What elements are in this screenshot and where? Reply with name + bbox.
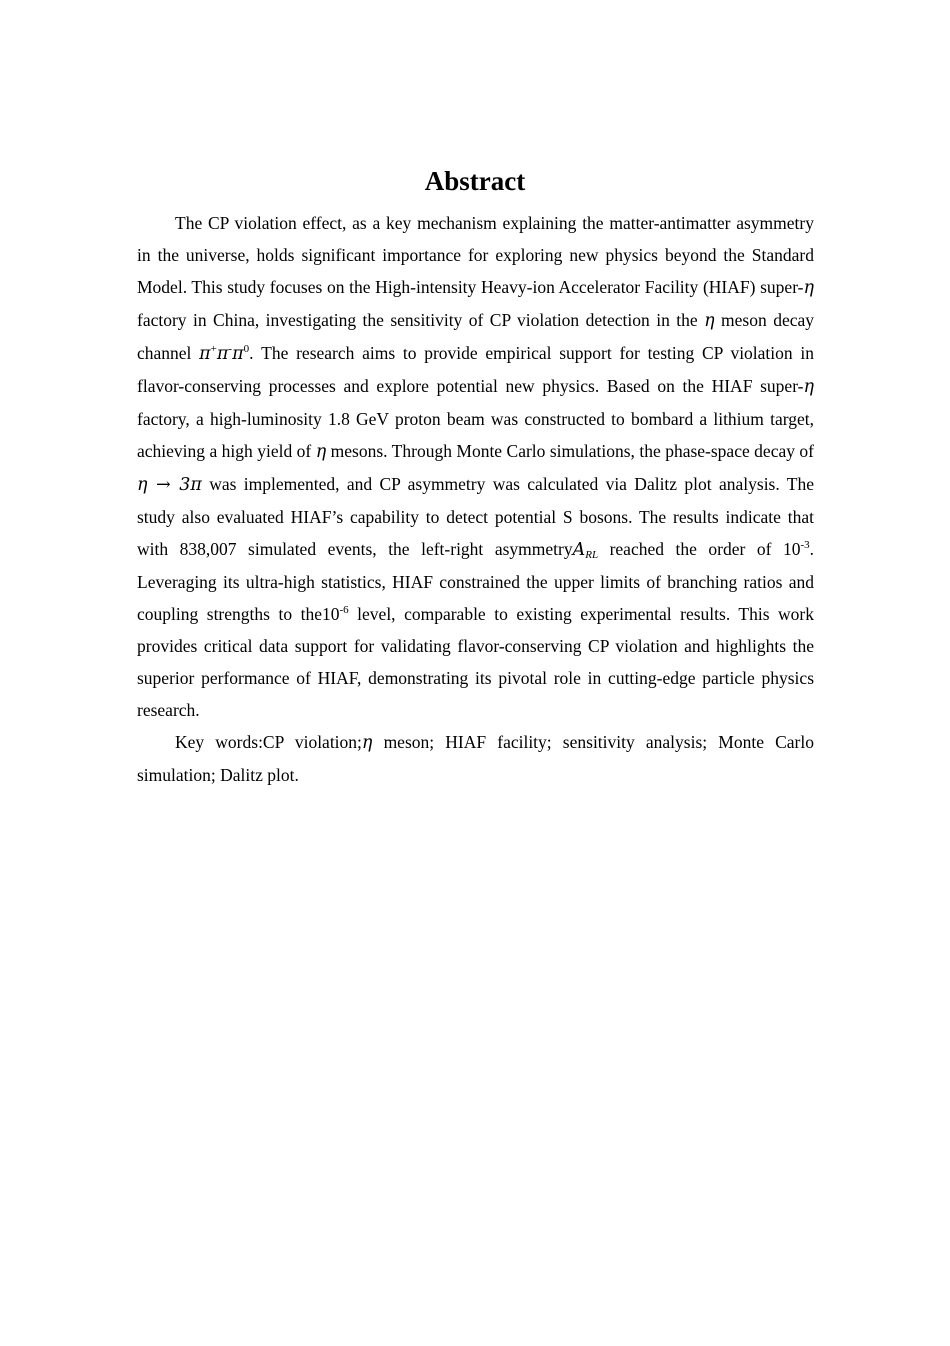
order-magnitude-3: $10^{-3}$ [782, 539, 810, 559]
abstract-text: was implemented, and CP asymmetry was calculated via Dalitz plot analysis. The study also evaluated HIAF’s capability to detect potential S bosons. The results indicate that with 838,007 simulated events, the left-right asymmetry [137, 474, 814, 559]
abstract-text: factory in China, investigating the sensitivity of CP violation detection in the [137, 310, 705, 330]
abstract-text: meson decay channel [137, 310, 814, 363]
abstract-body [137, 207, 814, 791]
decay-formula: η → 3π [137, 475, 202, 495]
abstract-title: Abstract [424, 166, 526, 196]
eta-symbol: η [361, 733, 373, 753]
abstract-paragraph [137, 207, 814, 726]
asymmetry-symbol: $A_{RL}$ [572, 540, 599, 561]
abstract-text: . Leveraging its ultra-high statistics, HIAF constrained the upper limits of branching ratios and coupling strengths to the [137, 539, 814, 624]
eta-symbol: η [803, 377, 814, 397]
abstract-text: mesons. Through Monte Carlo simulations, the phase-space decay of [326, 441, 814, 461]
eta-symbol: η [704, 311, 715, 331]
abstract-text: . The research aims to provide empirical support for testing CP violation in flavor-conserving processes and explore potential new physics. Based on the HIAF super- [137, 343, 814, 396]
keywords-rest: meson; HIAF facility; sensitivity analysis; Monte Carlo simulation; Dalitz plot. [137, 732, 814, 785]
abstract-text: The CP violation effect, as a key mechanism explaining the matter-antimatter asymmetry in the universe, holds significant importance for exploring new physics beyond the Standard Model. This study focuses on the High-intensity Heavy-ion Accelerator Facility (HIAF) super- [137, 213, 814, 297]
keywords-prefix: Key words:CP violation; [175, 732, 362, 752]
decay-channel-formula: $\pi^+\pi^-\pi^0$ [199, 343, 250, 364]
eta-symbol: η [803, 278, 814, 298]
keywords [137, 726, 814, 791]
abstract-text: level, comparable to existing experimental results. This work provides critical data support for validating flavor-conserving CP violation and highlights the superior performance of HIAF, demonstrating its pivotal role in cutting-edge particle physics research. [137, 604, 814, 720]
abstract-text: factory, a high-luminosity 1.8 GeV proton beam was constructed to bombard a lithium target, achieving a high yield of [137, 409, 814, 461]
order-magnitude-6: $10^{-6}$ [321, 604, 349, 624]
abstract-text: reached the order of [598, 539, 783, 559]
eta-symbol: η [315, 442, 327, 462]
